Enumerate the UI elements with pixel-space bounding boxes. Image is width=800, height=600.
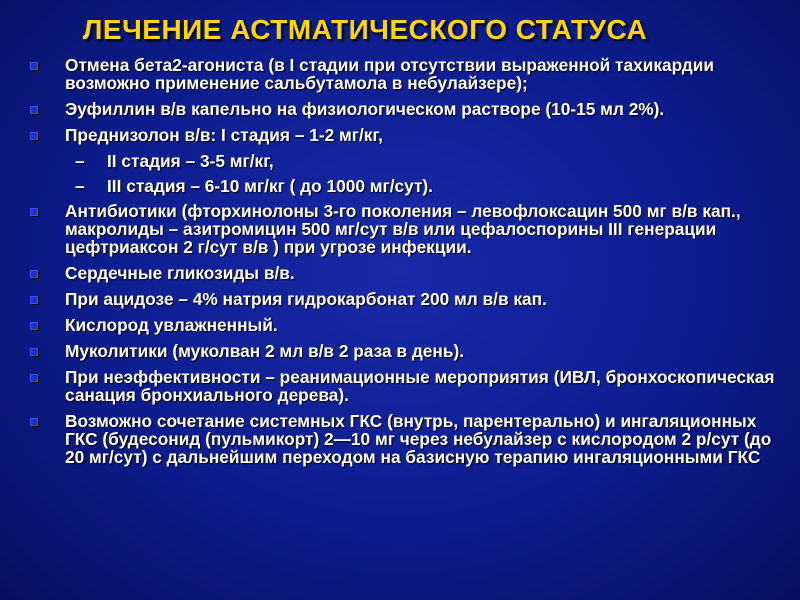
- list-item: [30, 56, 785, 92]
- square-bullet-icon: [30, 322, 38, 330]
- list-item-text: При ацидозе – 4% натрия гидрокарбонат 200 мл в/в кап.: [65, 289, 547, 309]
- dash-marker: –: [75, 176, 85, 196]
- square-bullet-icon: [30, 132, 38, 140]
- list-item: [30, 100, 785, 118]
- square-bullet-icon: [30, 270, 38, 278]
- square-bullet-icon: [30, 348, 38, 356]
- list-item-text: Преднизолон в/в: I стадия – 1-2 мг/кг,: [65, 125, 383, 145]
- list-item-text: Кислород увлажненный.: [65, 315, 278, 335]
- list-item: [30, 264, 785, 282]
- square-bullet-icon: [30, 106, 38, 114]
- sub-list-item: [30, 152, 785, 170]
- list-item: [30, 316, 785, 334]
- sub-list-item-text: II стадия – 3-5 мг/кг,: [107, 151, 274, 171]
- bullet-list: [30, 56, 785, 474]
- list-item: [30, 126, 785, 144]
- dash-marker: –: [75, 151, 85, 171]
- list-item: [30, 290, 785, 308]
- square-bullet-icon: [30, 374, 38, 382]
- list-item-text: Эуфиллин в/в капельно на физиологическом растворе (10-15 мл 2%).: [65, 99, 665, 119]
- square-bullet-icon: [30, 418, 38, 426]
- list-item-text: Отмена бета2-агониста (в I стадии при отсутствии выраженной тахикардии возможно применение сальбутамола в небулайзере);: [65, 55, 714, 93]
- list-item: [30, 412, 785, 466]
- square-bullet-icon: [30, 62, 38, 70]
- list-item: [30, 202, 785, 256]
- list-item: [30, 342, 785, 360]
- list-item: [30, 368, 785, 404]
- list-item-text: При неэффективности – реанимационные мероприятия (ИВЛ, бронхоскопическая санация бронхиального дерева).: [65, 367, 775, 405]
- list-item-text: Сердечные гликозиды в/в.: [65, 263, 295, 283]
- sub-list-item-text: III стадия – 6-10 мг/кг ( до 1000 мг/сут).: [107, 176, 433, 196]
- list-item-text: Антибиотики (фторхинолоны 3-го поколения – левофлоксацин 500 мг в/в кап., макролиды – азитромицин 500 мг/сут в/в или цефалоспорины III генерации цефтриаксон 2 г/сут в/в ) при угрозе инфекции.: [65, 201, 741, 257]
- sub-list-item: [30, 177, 785, 195]
- list-item-text: Возможно сочетание системных ГКС (внутрь, парентерально) и ингаляционных ГКС (будесонид (пульмикорт) 2—10 мг через небулайзер с кислородом 2 р/сут (до 20 мг/сут) с дальнейшим переходом на базисную терапию ингаляционными ГКС: [65, 411, 772, 467]
- square-bullet-icon: [30, 208, 38, 216]
- square-bullet-icon: [30, 296, 38, 304]
- list-item-text: Муколитики (муколван 2 мл в/в 2 раза в день).: [65, 341, 465, 361]
- slide-title: ЛЕЧЕНИЕ АСТМАТИЧЕСКОГО СТАТУСА: [82, 14, 648, 45]
